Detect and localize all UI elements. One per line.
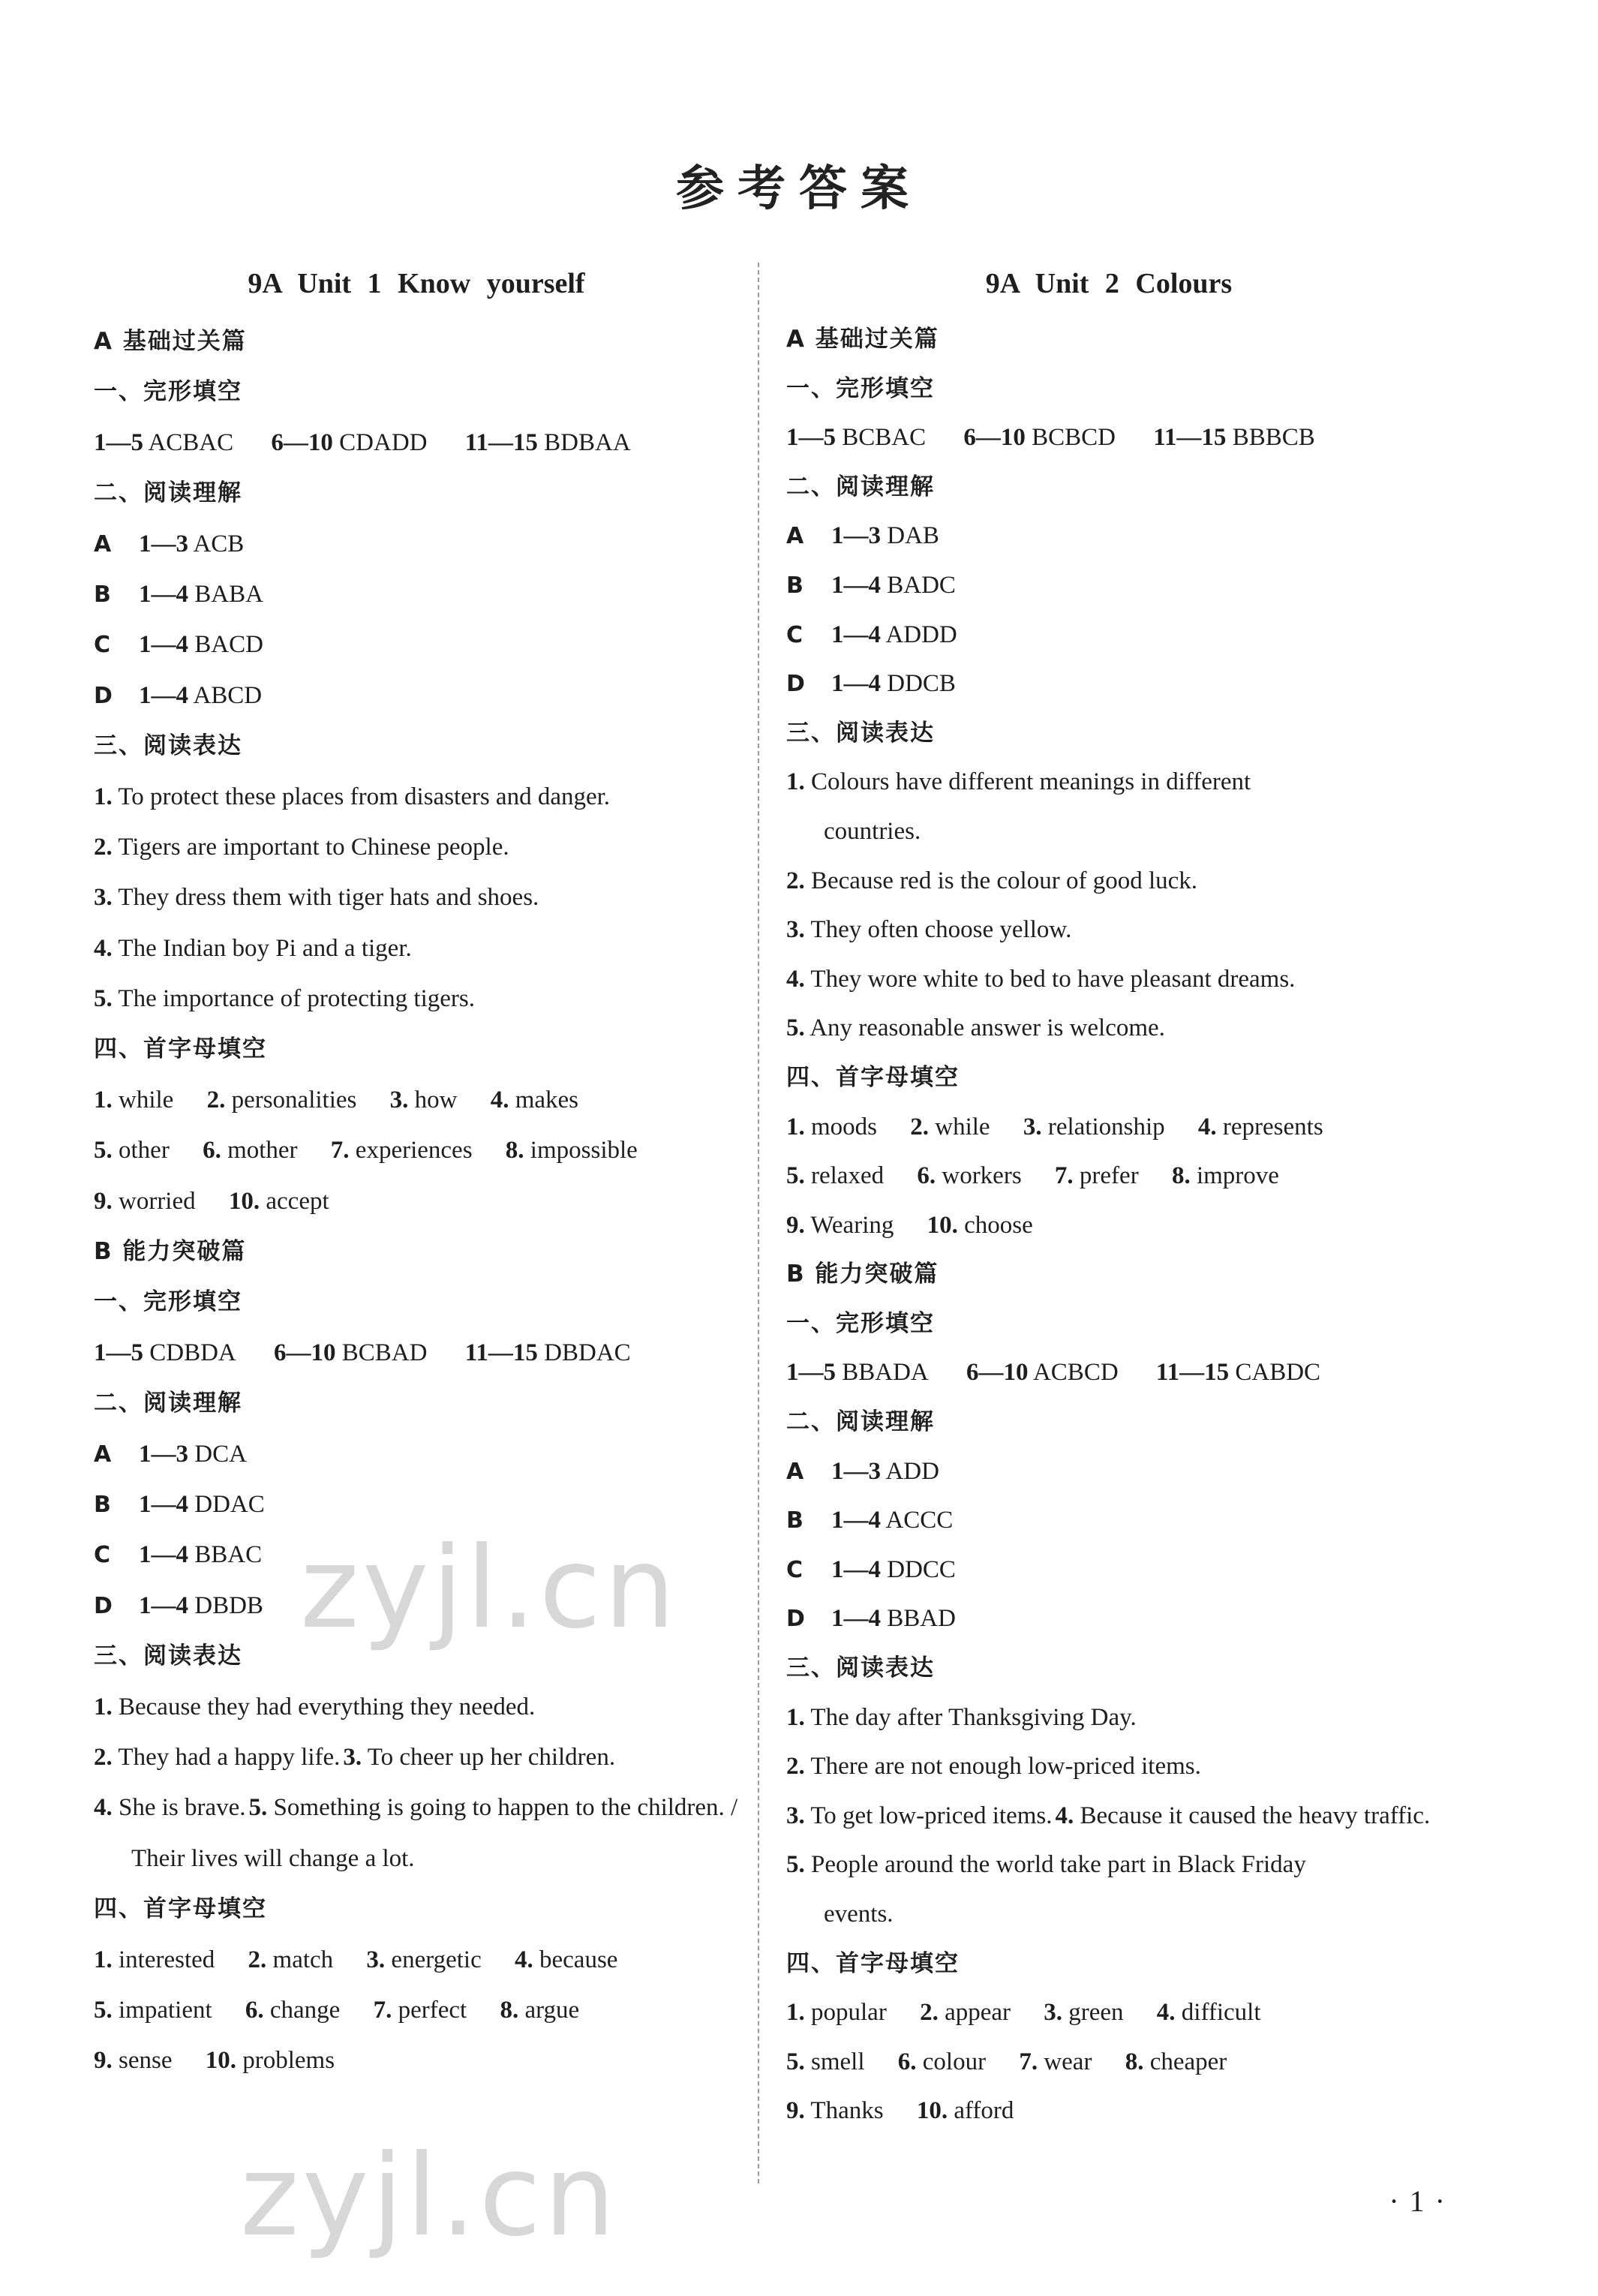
express-answer-continuation: events. (824, 1901, 894, 1928)
section-heading: A 基础过关篇 (786, 326, 939, 353)
initial-letter-row: 9. worried 10. accept (94, 1187, 329, 1215)
subsection-heading: 一、完形填空 (94, 1288, 242, 1316)
express-answer: 2. They had a happy life. (94, 1743, 341, 1771)
subsection-heading: 三、阅读表达 (94, 732, 242, 760)
express-answer: 4. The Indian boy Pi and a tiger. (94, 934, 412, 962)
express-answer: 2. Because red is the colour of good luck. (786, 867, 1198, 894)
cloze-answers: 1—5 BCBAC 6—10 BCBCD 11—15 BBBCB (786, 424, 1315, 452)
express-answer: 4. She is brave. (94, 1794, 246, 1822)
subsection-heading: 四、首字母填空 (94, 1035, 267, 1063)
reading-answer: B 1—4 BABA (94, 580, 263, 608)
express-answer: 3. They often choose yellow. (786, 916, 1072, 944)
express-answer: 1. Because they had everything they needed. (94, 1693, 536, 1720)
initial-letter-row: 5. smell 6. colour 7. wear 8. cheaper (786, 2048, 1227, 2075)
express-answer: 1. Colours have different meanings in different (786, 768, 1251, 796)
reading-answer: D 1—4 DDCB (786, 670, 956, 698)
right-column (786, 263, 1431, 2136)
reading-answer: D 1—4 BBAD (786, 1605, 956, 1633)
subsection-heading: 二、阅读理解 (94, 1390, 242, 1417)
reading-answer: D 1—4 ABCD (94, 681, 263, 709)
cloze-answers: 1—5 CDBDA 6—10 BCBAD 11—15 DBDAC (94, 1339, 631, 1366)
reading-answer: A 1—3 ACB (94, 530, 245, 557)
express-answer: 5. Something is going to happen to the children. / (248, 1794, 738, 1822)
express-answer: 2. Tigers are important to Chinese people. (94, 833, 509, 861)
subsection-heading: 一、完形填空 (94, 378, 242, 406)
initial-letter-row: 1. while 2. personalities 3. how 4. makes (94, 1086, 579, 1113)
express-answer: 5. Any reasonable answer is welcome. (786, 1014, 1165, 1042)
express-answer: 3. To get low-priced items. (786, 1802, 1053, 1829)
initial-letter-row: 9. sense 10. problems (94, 2047, 335, 2075)
unit-title: 9A Unit 2 Colours (985, 268, 1233, 299)
reading-answer: C 1—4 BACD (94, 631, 263, 659)
subsection-heading: 三、阅读表达 (94, 1642, 242, 1670)
subsection-heading: 四、首字母填空 (786, 1949, 960, 1977)
section-heading: A 基础过关篇 (94, 328, 247, 355)
express-answer: 1. The day after Thanksgiving Day. (786, 1703, 1137, 1731)
section-heading: B 能力突破篇 (94, 1238, 247, 1266)
reading-answer: A 1—3 DCA (94, 1440, 247, 1468)
initial-letter-row: 5. relaxed 6. workers 7. prefer 8. improve (786, 1162, 1279, 1190)
reading-answer: B 1—4 BADC (786, 571, 956, 599)
express-answer: 1. To protect these places from disasters and danger. (94, 783, 611, 810)
reading-answer: A 1—3 DAB (786, 522, 939, 550)
cloze-answers: 1—5 ACBAC 6—10 CDADD 11—15 BDBAA (94, 428, 631, 456)
subsection-heading: 二、阅读理解 (786, 1408, 935, 1436)
subsection-heading: 四、首字母填空 (786, 1063, 960, 1091)
express-answer-continuation: countries. (824, 817, 921, 845)
cloze-answers: 1—5 BBADA 6—10 ACBCD 11—15 CABDC (786, 1359, 1321, 1387)
subsection-heading: 一、完形填空 (786, 1309, 935, 1337)
express-answer: 2. There are not enough low-priced items. (786, 1753, 1201, 1781)
reading-answer: A 1—3 ADD (786, 1457, 939, 1485)
express-answer: 5. People around the world take part in Black Friday (786, 1851, 1306, 1879)
reading-answer: C 1—4 BBAC (94, 1541, 263, 1569)
reading-answer: B 1—4 ACCC (786, 1507, 954, 1534)
subsection-heading: 二、阅读理解 (94, 479, 242, 507)
page-number: ·1· (1389, 2184, 1455, 2218)
express-answer: 5. The importance of protecting tigers. (94, 985, 475, 1013)
initial-letter-row: 5. other 6. mother 7. experiences 8. impossible (94, 1137, 638, 1165)
express-answer: 3. To cheer up her children. (343, 1743, 616, 1771)
watermark: zyjl.cn (300, 1523, 679, 1654)
subsection-heading: 四、首字母填空 (94, 1895, 267, 1923)
reading-answer: C 1—4 DDCC (786, 1555, 956, 1583)
section-heading: B 能力突破篇 (786, 1261, 939, 1288)
subsection-heading: 一、完形填空 (786, 374, 935, 402)
reading-answer: B 1—4 DDAC (94, 1490, 265, 1518)
subsection-heading: 三、阅读表达 (786, 1654, 935, 1682)
express-answer-continuation: Their lives will change a lot. (131, 1844, 415, 1872)
initial-letter-row: 9. Thanks 10. afford (786, 2097, 1014, 2125)
initial-letter-row: 5. impatient 6. change 7. perfect 8. argue (94, 1996, 580, 2024)
reading-answer: D 1—4 DBDB (94, 1591, 263, 1619)
express-answer: 3. They dress them with tiger hats and shoes. (94, 884, 539, 912)
initial-letter-row: 1. popular 2. appear 3. green 4. difficult (786, 1999, 1261, 2027)
initial-letter-row: 1. interested 2. match 3. energetic 4. because (94, 1946, 618, 1973)
initial-letter-row: 9. Wearing 10. choose (786, 1211, 1033, 1239)
subsection-heading: 三、阅读表达 (786, 719, 935, 747)
reading-answer: C 1—4 ADDD (786, 621, 957, 648)
unit-title: 9A Unit 1 Know yourself (248, 268, 585, 299)
left-column (94, 263, 739, 2087)
express-answer: 4. Because it caused the heavy traffic. (1055, 1802, 1431, 1829)
express-answer: 4. They wore white to bed to have pleasant dreams. (786, 965, 1296, 993)
watermark: zyjl.cn (240, 2131, 619, 2261)
subsection-heading: 二、阅读理解 (786, 473, 935, 500)
initial-letter-row: 1. moods 2. while 3. relationship 4. represents (786, 1113, 1323, 1140)
page-title: 参考答案 (676, 161, 922, 217)
column-divider (758, 263, 759, 2183)
